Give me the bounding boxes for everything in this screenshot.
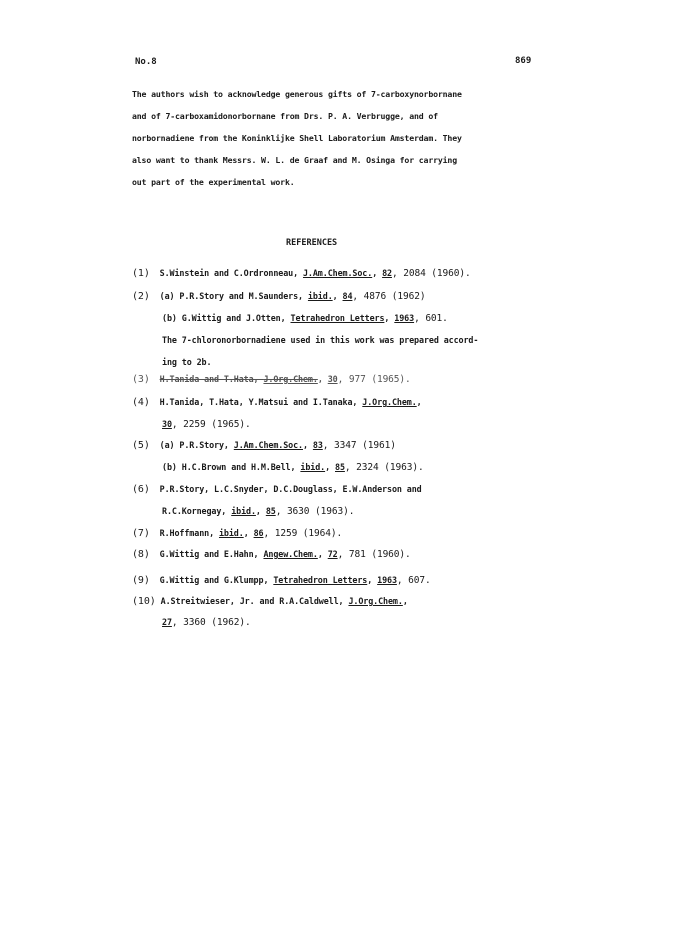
volume: 85	[335, 462, 345, 472]
reference-line: (2) (a) P.R.Story and M.Saunders, ibid., 84, 4876 (1962)	[132, 291, 426, 302]
reference-number: (6)	[132, 484, 150, 495]
journal-name: J.Org.Chem.	[348, 596, 403, 606]
journal-name: Angew.Chem.	[263, 549, 318, 559]
journal-name: J.Org.Chem.	[362, 397, 417, 407]
acknowledgement-line: and of 7-carboxamidonorbornane from Drs. P. A. Verbrugge, and of	[132, 111, 438, 121]
pages-year: , 3360 (1962).	[171, 617, 251, 628]
reference-line	[162, 419, 251, 430]
reference-line	[132, 484, 422, 495]
reference-authors: (a) P.R.Story,	[159, 440, 234, 450]
journal-name: Tetrahedron Letters	[290, 313, 385, 323]
reference-authors: (b) G.Wittig and J.Otten,	[162, 313, 291, 323]
journal-name: ibid.	[218, 528, 244, 538]
volume: 30	[162, 419, 172, 429]
reference-authors: G.Wittig and G.Klumpp,	[159, 575, 274, 585]
journal-name: Tetrahedron Letters	[273, 575, 368, 585]
reference-number: (10)	[132, 596, 156, 607]
reference-note: The 7-chloronorbornadiene used in this work was prepared accord-	[162, 335, 479, 345]
trailing-comma: ,	[402, 596, 408, 606]
reference-number: (4)	[132, 397, 150, 408]
reference-number: (7)	[132, 528, 150, 539]
journal-name: ibid.	[300, 462, 326, 472]
pages-year: , 4876 (1962)	[352, 291, 426, 302]
acknowledgement-line: also want to thank Messrs. W. L. de Graaf and M. Osinga for carrying	[132, 155, 457, 165]
reference-number: (3)	[132, 374, 150, 385]
issue-number: No.8	[135, 57, 157, 67]
acknowledgement-line: norbornadiene from the Koninklijke Shell Laboratorium Amsterdam. They	[132, 133, 462, 143]
pages-year: , 1259 (1964).	[263, 528, 343, 539]
reference-authors: A.Streitwieser, Jr. and R.A.Caldwell,	[160, 596, 349, 606]
journal-name: J.Org.Chem.	[263, 374, 318, 384]
reference-authors: G.Wittig and E.Hahn,	[159, 549, 264, 559]
reference-authors: (a) P.R.Story and M.Saunders,	[159, 291, 308, 301]
reference-number: (9)	[132, 575, 150, 586]
pages-year: , 3630 (1963).	[275, 506, 355, 517]
volume: 72	[327, 549, 338, 559]
reference-number: (5)	[132, 440, 150, 451]
reference-line	[132, 397, 422, 408]
pages-year: , 601.	[414, 313, 448, 324]
reference-line	[162, 617, 251, 628]
reference-line: (9) G.Wittig and G.Klumpp, Tetrahedron Letters, 1963, 607.	[132, 575, 431, 586]
reference-line: (8) G.Wittig and E.Hahn, Angew.Chem., 72, 781 (1960).	[132, 549, 411, 560]
reference-line: R.C.Kornegay, ibid., 85, 3630 (1963).	[162, 506, 355, 517]
volume: 1963	[377, 575, 397, 585]
page-number: 869	[515, 56, 532, 66]
journal-name: J.Am.Chem.Soc.	[233, 440, 303, 450]
reference-line: (b) H.C.Brown and H.M.Bell, ibid., 85, 2324 (1963).	[162, 462, 424, 473]
reference-number: (1)	[132, 268, 150, 279]
reference-authors: P.R.Story, L.C.Snyder, D.C.Douglass, E.W.Anderson and	[159, 484, 422, 494]
reference-authors: H.Tanida, T.Hata, Y.Matsui and I.Tanaka,	[159, 397, 363, 407]
volume: 82	[382, 268, 392, 278]
pages-year: , 607.	[396, 575, 431, 586]
reference-number: (2)	[132, 291, 150, 302]
acknowledgement-line: The authors wish to acknowledge generous gifts of 7-carboxynorbornane	[132, 89, 462, 99]
acknowledgement-line: out part of the experimental work.	[132, 177, 295, 187]
pages-year: , 781 (1960).	[337, 549, 411, 560]
reference-line: (7) R.Hoffmann, ibid., 86, 1259 (1964).	[132, 528, 343, 539]
pages-year: , 2084 (1960).	[391, 268, 471, 279]
volume: 27	[162, 617, 172, 627]
pages-year: , 2324 (1963).	[344, 462, 424, 473]
pages-year: , 3347 (1961)	[322, 440, 396, 451]
references-heading: REFERENCES	[286, 238, 338, 248]
pages-year: , 2259 (1965).	[171, 419, 251, 430]
journal-name: ibid.	[307, 291, 333, 301]
reference-line: (1) S.Winstein and C.Ordronneau, J.Am.Chem.Soc., 82, 2084 (1960).	[132, 268, 471, 279]
reference-authors: (b) H.C.Brown and H.M.Bell,	[162, 462, 301, 472]
volume: 84	[342, 291, 353, 301]
volume: 86	[253, 528, 264, 538]
reference-number: (8)	[132, 549, 150, 560]
volume: 83	[312, 440, 323, 450]
reference-authors: R.Hoffmann,	[159, 528, 219, 538]
trailing-comma: ,	[416, 397, 422, 407]
reference-line	[132, 596, 408, 607]
pages-year: , 977 (1965).	[337, 374, 411, 385]
journal-name: ibid.	[231, 506, 256, 516]
volume: 1963	[394, 313, 415, 323]
reference-line: (3) H.Tanida and T.Hata, J.Org.Chem., 30, 977 (1965).	[132, 374, 411, 385]
reference-authors: R.C.Kornegay,	[162, 506, 232, 516]
reference-line: (b) G.Wittig and J.Otten, Tetrahedron Letters, 1963, 601.	[162, 313, 448, 324]
reference-authors: S.Winstein and C.Ordronneau,	[159, 268, 303, 278]
volume: 30	[327, 374, 338, 384]
reference-note: ing to 2b.	[162, 357, 212, 367]
reference-line: (5) (a) P.R.Story, J.Am.Chem.Soc., 83, 3347 (1961)	[132, 440, 396, 451]
journal-name: J.Am.Chem.Soc.	[302, 268, 373, 278]
volume: 85	[265, 506, 276, 516]
reference-authors: H.Tanida and T.Hata,	[159, 374, 264, 384]
